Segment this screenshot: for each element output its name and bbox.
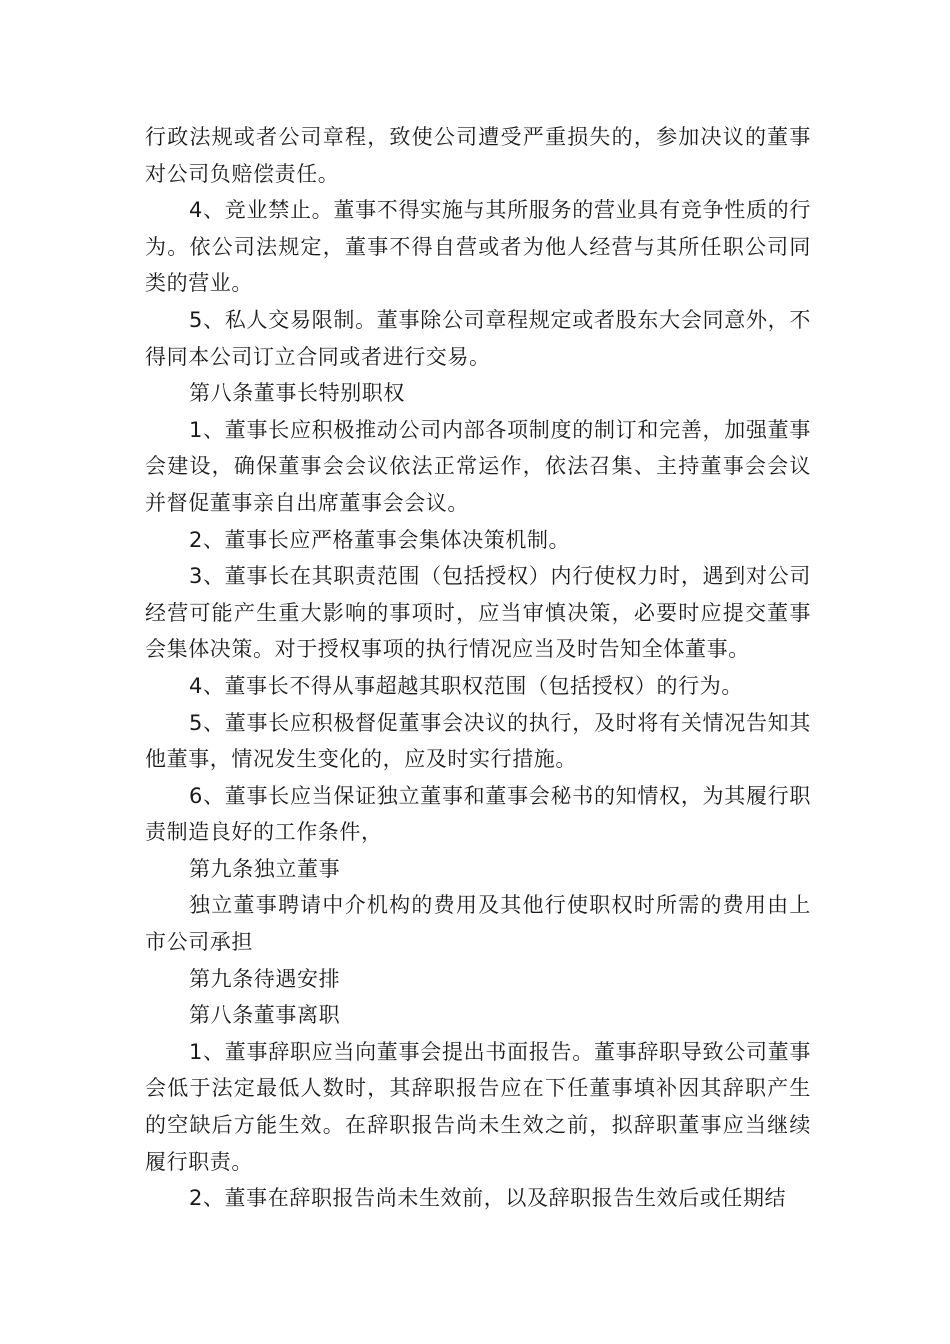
article-heading-independent-director: 第九条独立董事 — [189, 856, 341, 881]
paragraph-continuation: 行政法规或者公司章程，致使公司遭受严重损失的，参加决议的董事对公司负赔偿责任。 — [145, 125, 811, 186]
paragraph-resignation-item-1: 1、董事辞职应当向董事会提出书面报告。董事辞职导致公司董事会低于法定最低人数时，其辞职报告应在下任董事填补因其辞职产生的空缺后方能生效。在辞职报告尚未生效之前，拟辞职董事应当继续履行职责。 — [145, 1039, 811, 1174]
paragraph-resignation-item-2: 2、董事在辞职报告尚未生效前，以及辞职报告生效后或任期结 — [189, 1186, 787, 1211]
paragraph-chairman-item-2: 2、董事长应严格董事会集体决策机制。 — [189, 527, 571, 552]
paragraph-item-4-non-compete: 4、竞业禁止。董事不得实施与其所服务的营业具有竞争性质的行为。依公司法规定，董事不得自营或者为他人经营与其所任职公司同类的营业。 — [145, 198, 811, 296]
paragraph-chairman-item-1: 1、董事长应积极推动公司内部各项制度的制订和完善，加强董事会建设，确保董事会会议依法正常运作，依法召集、主持董事会会议并督促董事亲自出席董事会会议。 — [145, 417, 811, 515]
article-heading-director-resignation: 第八条董事离职 — [189, 1003, 341, 1028]
paragraph-chairman-item-3: 3、董事长在其职责范围（包括授权）内行使权力时，遇到对公司经营可能产生重大影响的事项时，应当审慎决策，必要时应提交董事会集体决策。对于授权事项的执行情况应当及时告知全体董事。 — [145, 564, 811, 662]
paragraph-independent-director-fees: 独立董事聘请中介机构的费用及其他行使职权时所需的费用由上市公司承担 — [145, 893, 811, 955]
article-heading-compensation: 第九条待遇安排 — [189, 966, 341, 991]
paragraph-chairman-item-5: 5、董事长应积极督促董事会决议的执行，及时将有关情况告知其他董事，情况发生变化的，应及时实行措施。 — [145, 710, 811, 772]
paragraph-item-5-private-trade: 5、私人交易限制。董事除公司章程规定或者股东大会同意外，不得同本公司订立合同或者进行交易。 — [145, 307, 811, 369]
document-body — [145, 119, 811, 1217]
paragraph-chairman-item-6: 6、董事长应当保证独立董事和董事会秘书的知情权，为其履行职责制造良好的工作条件， — [145, 783, 811, 845]
article-heading-chairman-powers: 第八条董事长特别职权 — [189, 381, 405, 406]
paragraph-chairman-item-4: 4、董事长不得从事超越其职权范围（包括授权）的行为。 — [189, 673, 743, 698]
